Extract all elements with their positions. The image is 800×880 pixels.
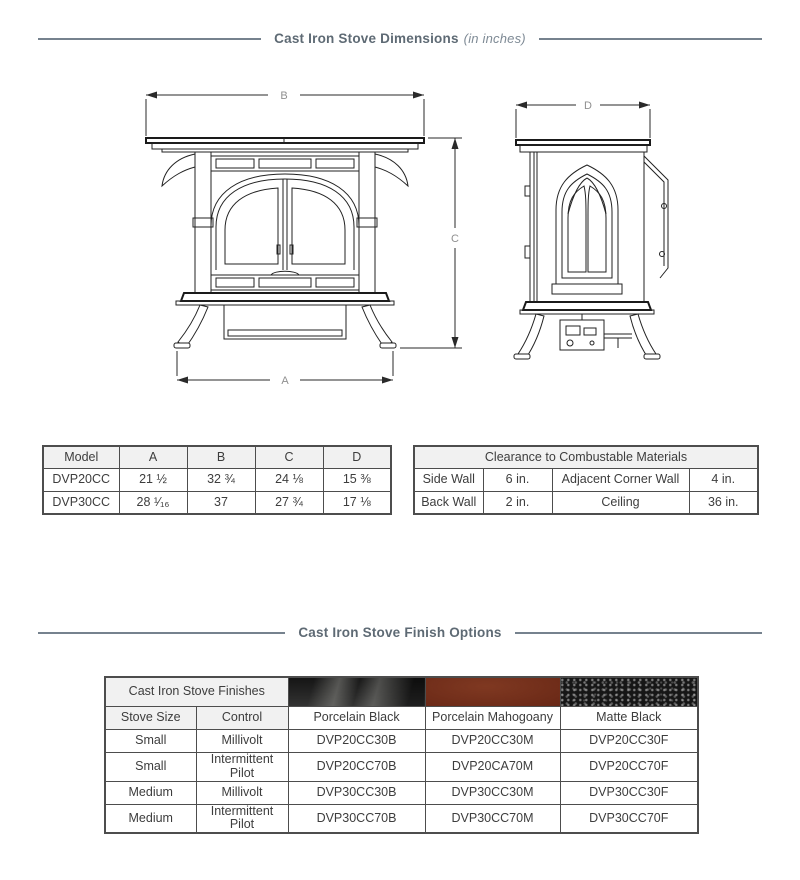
table-row — [105, 752, 698, 781]
col-header-a: A — [119, 446, 187, 468]
col-header-porcelain-mahogany: Porcelain Mahogoany — [425, 706, 560, 729]
col-header-c: C — [255, 446, 323, 468]
dim-cell: 17 ⅛ — [323, 491, 391, 514]
porcelain-black-swatch — [288, 677, 425, 706]
table-row — [43, 491, 391, 514]
stove-front-view-drawing — [128, 78, 490, 404]
model-number-cell: DVP30CC70B — [288, 804, 425, 833]
table-row — [105, 729, 698, 752]
title-rule-right — [515, 632, 762, 634]
model-number-cell: DVP20CA70M — [425, 752, 560, 781]
clearance-value: 6 in. — [483, 468, 552, 491]
dimension-label-d: D — [584, 100, 592, 112]
table-row — [414, 491, 758, 514]
clearance-label: Side Wall — [414, 468, 483, 491]
col-header-control: Control — [196, 706, 288, 729]
model-number-cell: DVP20CC70F — [560, 752, 698, 781]
dimension-a — [177, 351, 393, 387]
col-header-stove-size: Stove Size — [105, 706, 196, 729]
dim-cell: 28 ¹⁄₁₆ — [119, 491, 187, 514]
model-number-cell: DVP30CC70M — [425, 804, 560, 833]
model-number-cell: DVP20CC30M — [425, 729, 560, 752]
table-row — [414, 468, 758, 491]
stove-size-cell: Medium — [105, 804, 196, 833]
dim-cell: 27 ¾ — [255, 491, 323, 514]
clearance-label: Adjacent Corner Wall — [552, 468, 689, 491]
section-title-finish-options — [38, 625, 762, 640]
stove-size-cell: Small — [105, 752, 196, 781]
col-header-model: Model — [43, 446, 119, 468]
control-cell: Intermittent Pilot — [196, 804, 288, 833]
model-cell: DVP20CC — [43, 468, 119, 491]
title-rule-left — [38, 632, 285, 634]
clearance-value: 4 in. — [689, 468, 758, 491]
dimensions-title — [274, 31, 526, 46]
dim-cell: 32 ¾ — [187, 468, 255, 491]
dimension-label-a: A — [281, 375, 289, 387]
dim-cell: 15 ⅜ — [323, 468, 391, 491]
finishes-corner-label: Cast Iron Stove Finishes — [105, 677, 288, 706]
title-rule-right — [539, 38, 762, 40]
finishes-table — [104, 676, 699, 834]
clearance-value: 36 in. — [689, 491, 758, 514]
dimensions-table — [42, 445, 392, 515]
model-number-cell: DVP30CC30F — [560, 781, 698, 804]
in-inches-note: (in inches) — [463, 31, 526, 46]
model-number-cell: DVP30CC70F — [560, 804, 698, 833]
finish-options-title: Cast Iron Stove Finish Options — [298, 625, 502, 640]
table-row — [43, 468, 391, 491]
porcelain-mahogany-swatch — [425, 677, 560, 706]
model-number-cell: DVP30CC30M — [425, 781, 560, 804]
title-rule-left — [38, 38, 261, 40]
stove-size-cell: Medium — [105, 781, 196, 804]
dim-cell: 21 ½ — [119, 468, 187, 491]
model-cell: DVP30CC — [43, 491, 119, 514]
control-cell: Millivolt — [196, 729, 288, 752]
clearance-table-title: Clearance to Combustable Materials — [414, 446, 758, 468]
table-row — [105, 804, 698, 833]
control-cell: Millivolt — [196, 781, 288, 804]
matte-black-swatch — [560, 677, 698, 706]
section-title-dimensions — [38, 31, 762, 46]
table-row — [105, 781, 698, 804]
dimension-label-b: B — [280, 90, 288, 102]
dimension-b — [146, 90, 424, 136]
model-number-cell: DVP30CC30B — [288, 781, 425, 804]
clearance-value: 2 in. — [483, 491, 552, 514]
col-header-matte-black: Matte Black — [560, 706, 698, 729]
dim-cell: 24 ⅛ — [255, 468, 323, 491]
dimension-c — [400, 138, 462, 348]
model-number-cell: DVP20CC70B — [288, 752, 425, 781]
model-number-cell: DVP20CC30B — [288, 729, 425, 752]
col-header-b: B — [187, 446, 255, 468]
stove-size-cell: Small — [105, 729, 196, 752]
col-header-d: D — [323, 446, 391, 468]
stove-side-view-drawing — [498, 86, 713, 372]
control-cell: Intermittent Pilot — [196, 752, 288, 781]
dim-cell: 37 — [187, 491, 255, 514]
clearance-label: Back Wall — [414, 491, 483, 514]
model-number-cell: DVP20CC30F — [560, 729, 698, 752]
dimensions-title-text: Cast Iron Stove Dimensions — [274, 31, 459, 46]
clearance-label: Ceiling — [552, 491, 689, 514]
dimension-d — [516, 100, 650, 138]
clearance-table — [413, 445, 759, 515]
dimension-label-c: C — [451, 233, 459, 245]
col-header-porcelain-black: Porcelain Black — [288, 706, 425, 729]
